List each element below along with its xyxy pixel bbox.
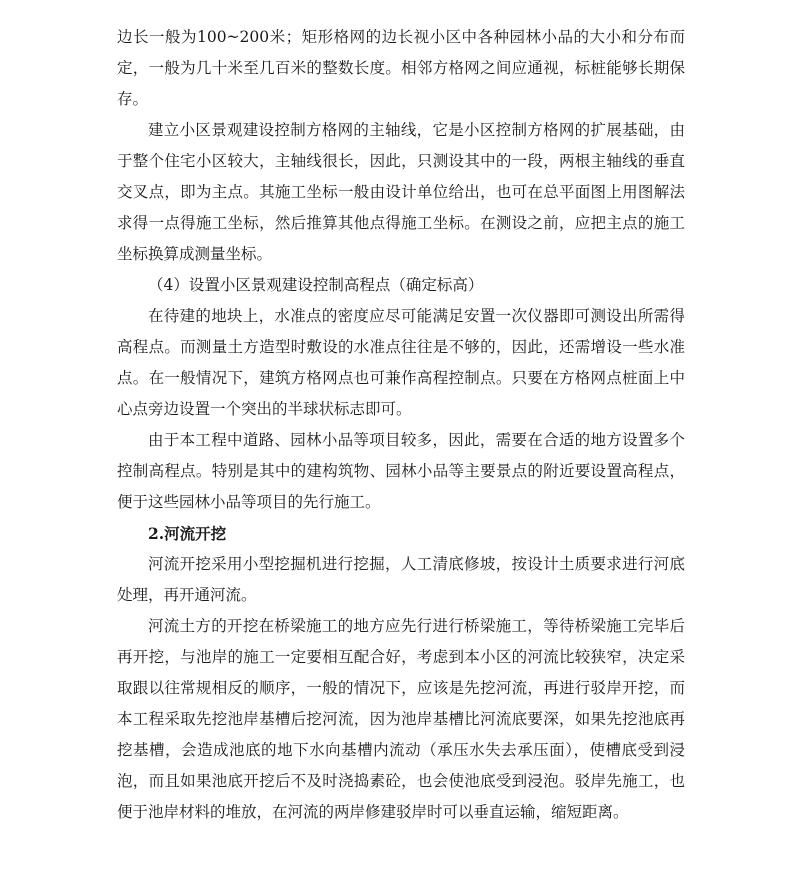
paragraph-control-points: 由于本工程中道路、园林小品等项目较多，因此，需要在合适的地方设置多个控制高程点。特别是其中的建构筑物、园林小品等主要景点的附近要设置高程点，便于这些园林小品等项目的先行施工。 [117, 431, 685, 511]
paragraph-grid-size: 边长一般为100~200米；矩形格网的边长视小区中各种园林小品的大小和分布而定，一般为几十米至几百米的整数长度。相邻方格网之间应通视，标桩能够长期保存。 [117, 28, 685, 108]
paragraph-excavation-sequence: 河流土方的开挖在桥梁施工的地方应先行进行桥梁施工，等待桥梁施工完毕后再开挖，与池岸的施工一定要相互配合好，考虑到本小区的河流比较狭窄，决定采取跟以往常规相反的顺序，一般的情况下，应该是先挖河流，再进行驳岸开挖，而本工程采取先挖池岸基槽后挖河流，因为池岸基槽比河流底要深，如果先挖池底再挖基槽，会造成池底的地下水向基槽内流动（承压水失去承压面），使槽底受到浸泡，而且如果池底开挖后不及时浇捣素砼，也会使池底受到浸泡。驳岸先施工，也便于池岸材料的堆放，在河流的两岸修建驳岸时可以垂直运输，缩短距离。 [117, 617, 685, 821]
paragraph-main-axis: 建立小区景观建设控制方格网的主轴线，它是小区控制方格网的扩展基础，由于整个住宅小区较大，主轴线很长，因此，只测设其中的一段，两根主轴线的垂直交叉点，即为主点。其施工坐标一般由设计单位给出，也可在总平面图上用图解法求得一点得施工坐标，然后推算其他点得施工坐标。在测设之前，应把主点的施工坐标换算成测量坐标。 [117, 121, 685, 263]
section-heading-river-excavation: 2.河流开挖 [148, 524, 227, 543]
paragraph-excavation-method: 河流开挖采用小型挖掘机进行挖掘，人工清底修坡，按设计土质要求进行河底处理，再开通河流。 [117, 555, 685, 604]
document-page [117, 22, 685, 828]
subheading-elevation-points: （4）设置小区景观建设控制高程点（确定标高） [148, 276, 484, 294]
paragraph-benchmarks: 在待建的地块上，水准点的密度应尽可能满足安置一次仪器即可测设出所需得高程点。而测量土方造型时敷设的水准点往往是不够的，因此，还需增设一些水准点。在一般情况下，建筑方格网点也可兼作高程控制点。只要在方格网点桩面上中心点旁边设置一个突出的半球状标志即可。 [117, 307, 685, 418]
